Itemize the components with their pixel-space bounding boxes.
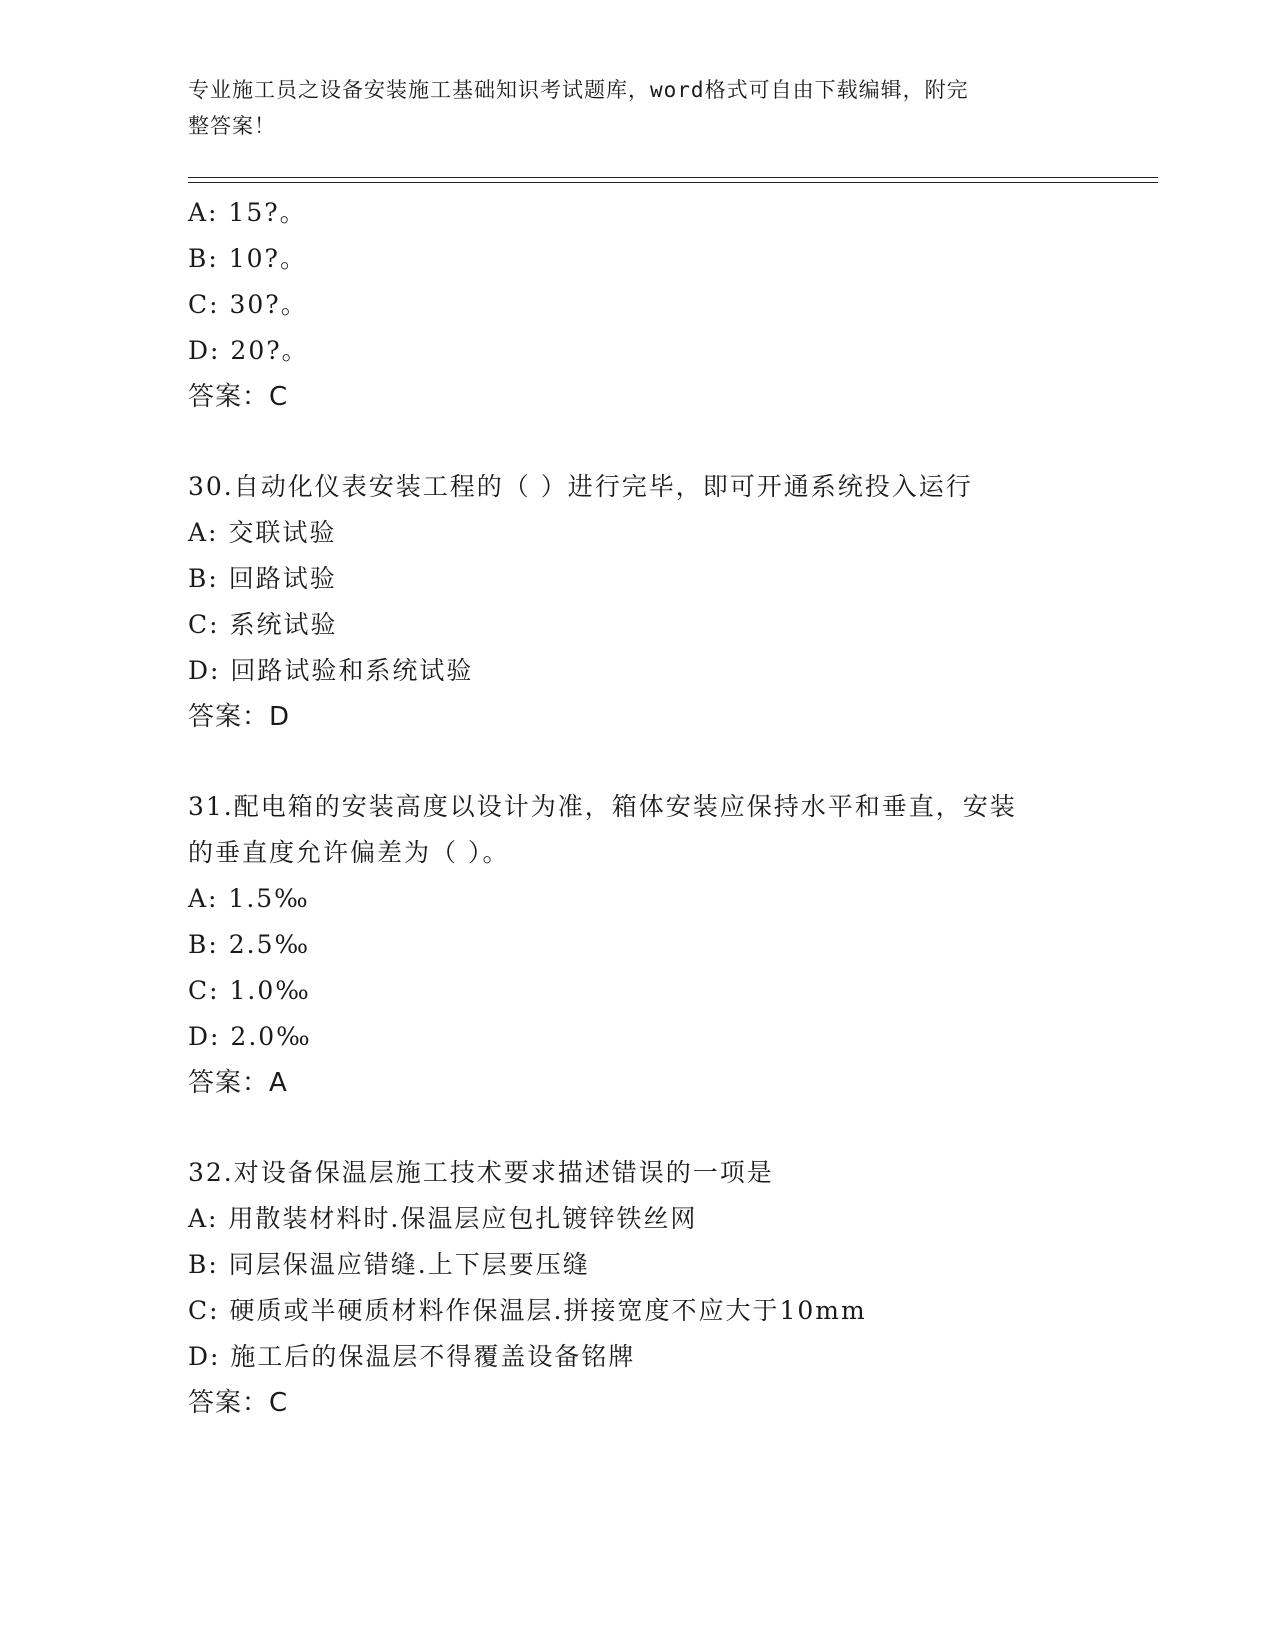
option-a: A: 交联试验 xyxy=(188,518,337,547)
question-30-block xyxy=(188,464,1088,740)
question-text: 30.自动化仪表安装工程的（ ）进行完毕，即可开通系统投入运行 xyxy=(188,472,973,501)
question-29-block xyxy=(188,190,1088,420)
answer-line: 答案：A xyxy=(188,1068,288,1098)
header-divider-bottom xyxy=(188,182,1158,183)
document-body xyxy=(188,190,1088,1426)
option-b: B: 10?。 xyxy=(188,244,307,273)
option-d: D: 回路试验和系统试验 xyxy=(188,656,474,685)
option-c: C: 1.0‰ xyxy=(188,976,311,1005)
option-a: A: 1.5‰ xyxy=(188,884,310,913)
option-b: B: 回路试验 xyxy=(188,564,337,593)
question-31-block xyxy=(188,784,1088,1106)
option-a: A: 15?。 xyxy=(188,198,307,227)
header-line-2: 整答案！ xyxy=(188,114,276,138)
option-c: C: 系统试验 xyxy=(188,610,338,639)
option-d: D: 2.0‰ xyxy=(188,1022,312,1051)
option-c: C: 硬质或半硬质材料作保温层.拼接宽度不应大于10mm xyxy=(188,1296,867,1325)
question-32-block xyxy=(188,1150,1088,1426)
option-b: B: 同层保温应错缝.上下层要压缝 xyxy=(188,1250,590,1279)
option-d: D: 施工后的保温层不得覆盖设备铭牌 xyxy=(188,1342,636,1371)
option-b: B: 2.5‰ xyxy=(188,930,311,959)
header-divider-top xyxy=(188,177,1158,178)
answer-line: 答案：C xyxy=(188,1388,289,1418)
question-text-line-2: 的垂直度允许偏差为（ ）。 xyxy=(188,838,510,867)
document-header xyxy=(188,72,1068,144)
answer-line: 答案：D xyxy=(188,702,291,732)
question-text: 32.对设备保温层施工技术要求描述错误的一项是 xyxy=(188,1158,774,1187)
answer-line: 答案：C xyxy=(188,382,289,412)
option-c: C: 30?。 xyxy=(188,290,308,319)
question-text-line-1: 31.配电箱的安装高度以设计为准，箱体安装应保持水平和垂直，安装 xyxy=(188,792,1017,821)
header-line-1: 专业施工员之设备安装施工基础知识考试题库，word格式可自由下载编辑，附完 xyxy=(188,78,969,102)
option-d: D: 20?。 xyxy=(188,336,309,365)
option-a: A: 用散装材料时.保温层应包扎镀锌铁丝网 xyxy=(188,1204,698,1233)
